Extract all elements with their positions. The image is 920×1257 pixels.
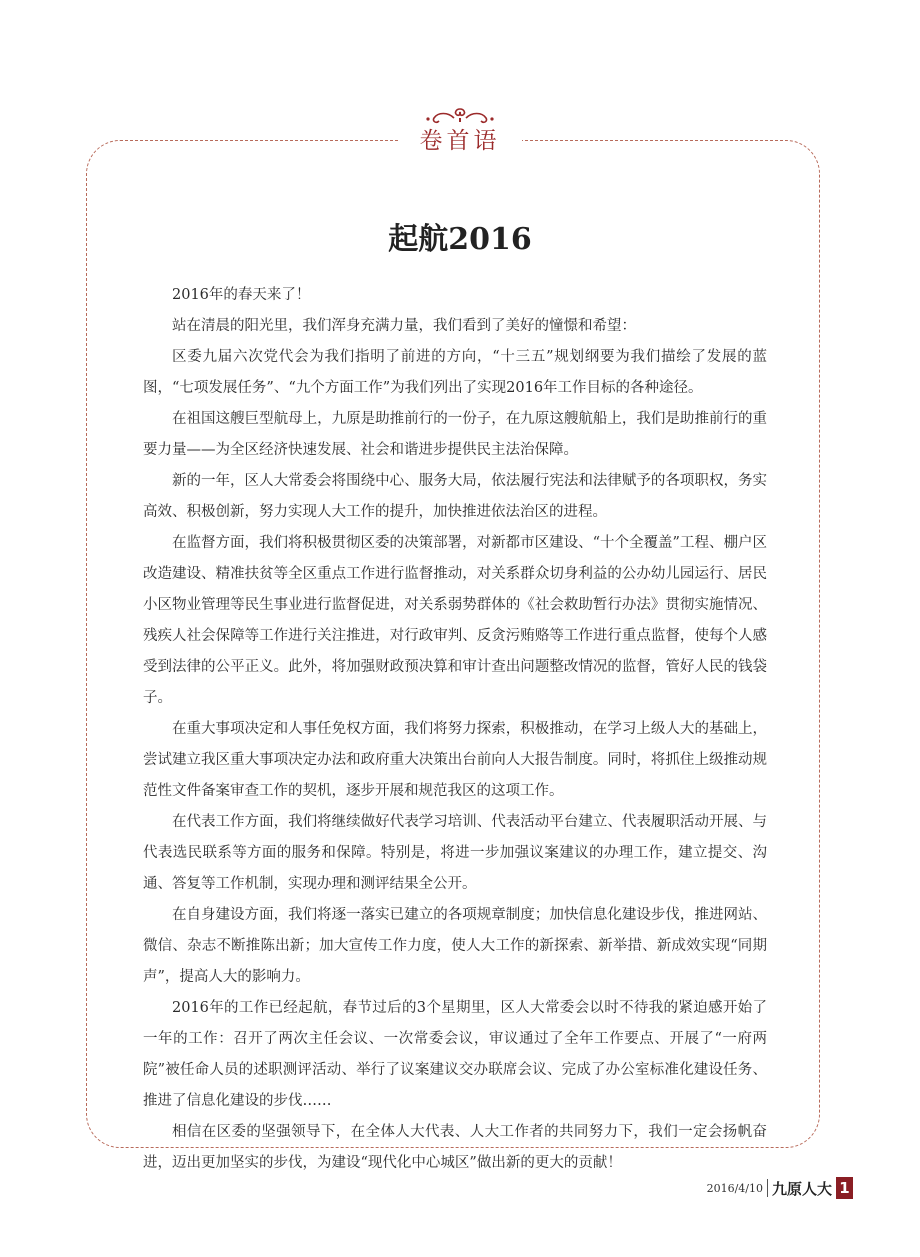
paragraph: 新的一年，区人大常委会将围绕中心、服务大局，依法履行宪法和法律赋予的各项职权，务实高效、积极创新，努力实现人大工作的提升，加快推进依法治区的进程。 bbox=[143, 473, 767, 520]
paragraph: 相信在区委的坚强领导下，在全体人大代表、人大工作者的共同努力下，我们一定会扬帆奋进，迈出更加坚实的步伐，为建设“现代化中心城区”做出新的更大的贡献！ bbox=[143, 1124, 767, 1171]
footer-divider bbox=[767, 1179, 768, 1197]
page-number: 1 bbox=[836, 1177, 853, 1199]
paragraph: 站在清晨的阳光里，我们浑身充满力量，我们看到了美好的憧憬和希望： bbox=[172, 318, 636, 334]
scroll-ornament-icon bbox=[420, 106, 500, 126]
page-footer bbox=[707, 1177, 853, 1199]
paragraph: 在自身建设方面，我们将逐一落实已建立的各项规章制度；加快信息化建设步伐，推进网站、微信、杂志不断推陈出新；加大宣传工作力度，使人大工作的新探索、新举措、新成效实现“同期声”，提高人大的影响力。 bbox=[143, 907, 767, 985]
issue-date: 2016/4/10 bbox=[706, 1181, 763, 1195]
article-title: 起航2016 bbox=[388, 222, 532, 258]
paragraph: 在重大事项决定和人事任免权方面，我们将努力探索，积极推动，在学习上级人大的基础上，尝试建立我区重大事项决定办法和政府重大决策出台前向人大报告制度。同时，将抓住上级推动规范性文件备案审查工作的契机，逐步开展和规范我区的这项工作。 bbox=[143, 721, 767, 799]
paragraph: 2016年的春天来了！ bbox=[172, 287, 311, 303]
paragraph: 在祖国这艘巨型航母上，九原是助推前行的一份子，在九原这艘航船上，我们是助推前行的重要力量——为全区经济快速发展、社会和谐进步提供民主法治保障。 bbox=[143, 411, 767, 458]
magazine-name: 九原人大 bbox=[771, 1179, 832, 1198]
paragraph: 区委九届六次党代会为我们指明了前进的方向，“十三五”规划纲要为我们描绘了发展的蓝图，“七项发展任务”、“九个方面工作”为我们列出了实现2016年工作目标的各种途径。 bbox=[143, 349, 767, 396]
article-body bbox=[143, 280, 767, 1179]
section-header bbox=[398, 100, 522, 160]
paragraph: 在监督方面，我们将积极贯彻区委的决策部署，对新都市区建设、“十个全覆盖”工程、棚户区改造建设、精准扶贫等全区重点工作进行监督推动，对关系群众切身利益的公办幼儿园运行、居民小区物业管理等民生事业进行监督促进，对关系弱势群体的《社会救助暂行办法》贯彻实施情况、残疾人社会保障等工作进行关注推进，对行政审判、反贪污贿赂等工作进行重点监督，使每个人感受到法律的公平正义。此外，将加强财政预决算和审计查出问题整改情况的监督，管好人民的钱袋子。 bbox=[143, 535, 767, 706]
section-label: 卷首语 bbox=[419, 128, 501, 154]
paragraph: 在代表工作方面，我们将继续做好代表学习培训、代表活动平台建立、代表履职活动开展、与代表选民联系等方面的服务和保障。特别是，将进一步加强议案建议的办理工作，建立提交、沟通、答复等工作机制，实现办理和测评结果全公开。 bbox=[143, 814, 767, 892]
paragraph: 2016年的工作已经起航，春节过后的3个星期里，区人大常委会以时不待我的紧迫感开始了一年的工作：召开了两次主任会议、一次常委会议，审议通过了全年工作要点、开展了“一府两院”被任命人员的述职测评活动、举行了议案建议交办联席会议、完成了办公室标准化建设任务、推进了信息化建设的步伐…… bbox=[143, 1000, 767, 1109]
